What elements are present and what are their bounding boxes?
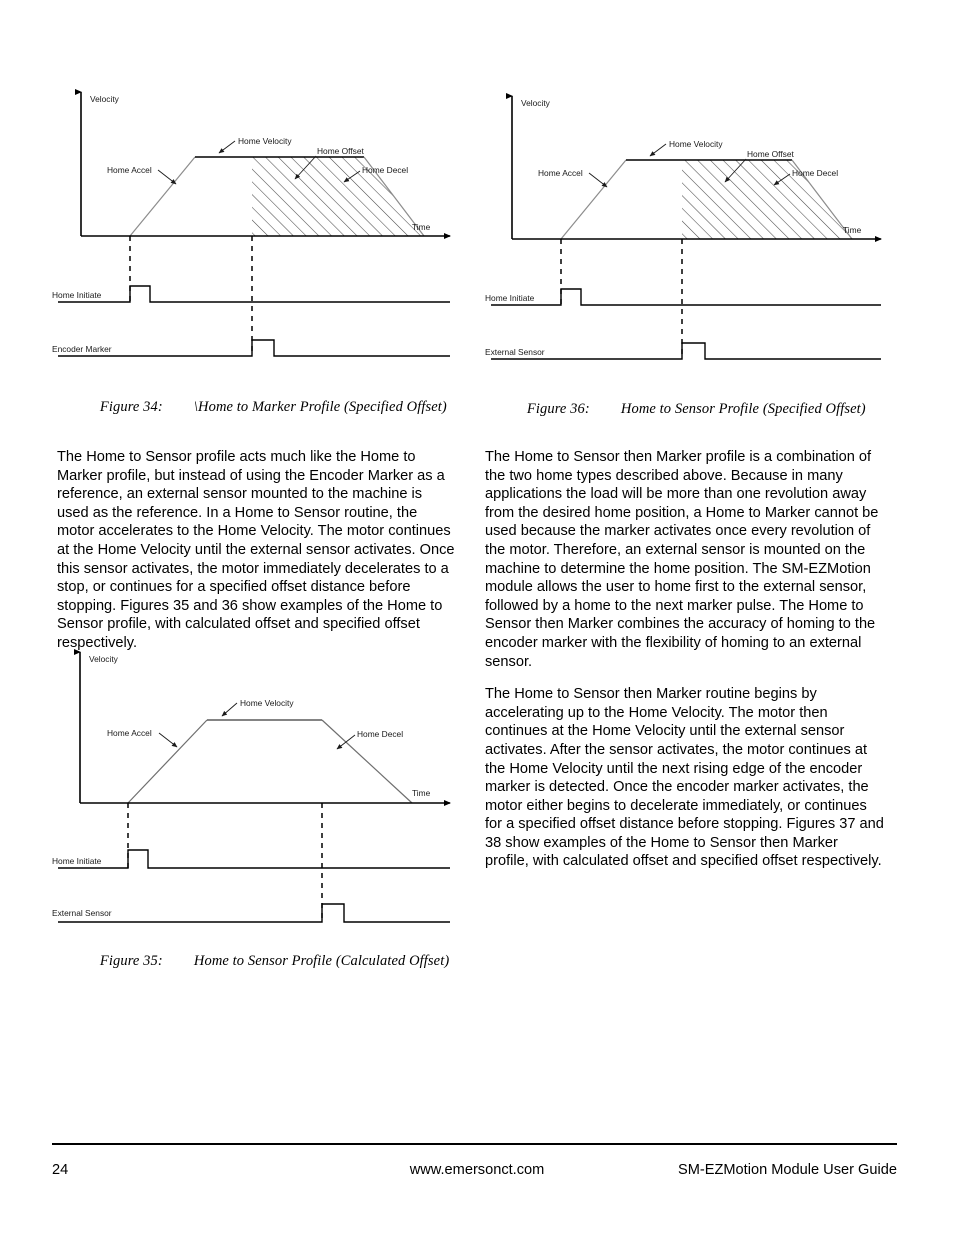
figure-35-diagram xyxy=(52,644,462,934)
label-home-velocity: Home Velocity xyxy=(669,139,723,149)
signal-external-sensor-trace xyxy=(491,343,881,359)
left-column-text xyxy=(57,448,455,667)
label-home-velocity: Home Velocity xyxy=(240,698,294,708)
figure-35-svg xyxy=(52,644,462,934)
axis-label-velocity: Velocity xyxy=(90,94,119,104)
axis-label-velocity: Velocity xyxy=(521,98,550,108)
leader-home-velocity xyxy=(219,141,235,153)
label-home-accel: Home Accel xyxy=(107,165,152,175)
figure-36-number: Figure 36: xyxy=(526,401,590,417)
label-home-accel: Home Accel xyxy=(107,728,152,738)
footer-divider xyxy=(52,1143,897,1145)
leader-home-accel xyxy=(159,733,177,747)
label-home-decel: Home Decel xyxy=(792,168,839,178)
label-home-decel: Home Decel xyxy=(362,165,409,175)
leader-home-velocity xyxy=(650,144,666,156)
signal-label-home-initiate: Home Initiate xyxy=(485,293,535,303)
paragraph: The Home to Sensor then Marker profile is a combination of the two home types described above. Because in many applications the load will be more than one revolution away from the desired home position, a Home to Marker cannot be used because the marker activates once every revolution of the motor. Therefore, an external sensor is mounted on the machine to determine the home position. The SM-EZMotion module allows the user to home first to the external sensor, followed by a home to the next marker pulse. The Home to Sensor then Marker combines the accuracy of homing to the encoder marker with the flexibility of homing to an external sensor. xyxy=(485,449,879,670)
leader-home-velocity xyxy=(222,703,237,716)
axis-label-time: Time xyxy=(412,788,431,798)
signal-label-home-initiate: Home Initiate xyxy=(52,856,102,866)
signal-label-external-sensor: External Sensor xyxy=(52,908,112,918)
label-home-offset: Home Offset xyxy=(317,146,364,156)
figure-34-diagram xyxy=(52,84,462,374)
figure-34-svg xyxy=(52,84,462,374)
figure-34-caption xyxy=(85,382,447,433)
footer-page-number: 24 xyxy=(52,1162,69,1178)
figure-36-svg xyxy=(485,88,895,378)
figure-34-number: Figure 34: xyxy=(99,399,163,415)
footer-url: www.emersonct.com xyxy=(409,1162,545,1178)
right-column-text xyxy=(485,448,885,885)
axis-label-time: Time xyxy=(843,225,862,235)
signal-encoder-marker-trace xyxy=(58,340,450,356)
paragraph: The Home to Sensor then Marker routine begins by accelerating up to the Home Velocity. The motor then continues at the Home Velocity until the external sensor activates. After the sensor activates, the motor continues at the Home Velocity until the next rising edge of the encoder marker is detected. Once the encoder marker activates, the motor either begins to decelerate immediately, or continues for a specified offset distance before stopping. Figures 37 and 38 show examples of the Home to Sensor then Marker profile, with calculated offset and specified offset respectively. xyxy=(485,686,884,870)
figure-36-title: Home to Sensor Profile (Specified Offset) xyxy=(620,401,866,417)
figure-34-title: \Home to Marker Profile (Specified Offset) xyxy=(193,399,447,415)
figure-35-caption xyxy=(85,936,449,987)
axis-label-velocity: Velocity xyxy=(89,654,118,664)
signal-home-initiate-trace xyxy=(58,850,450,868)
signal-label-encoder-marker: Encoder Marker xyxy=(52,344,112,354)
signal-external-sensor-trace xyxy=(58,904,450,922)
figure-36-diagram xyxy=(485,88,895,378)
label-home-velocity: Home Velocity xyxy=(238,136,292,146)
label-home-decel: Home Decel xyxy=(357,729,404,739)
label-home-offset: Home Offset xyxy=(747,149,794,159)
signal-home-initiate-trace xyxy=(491,289,881,305)
figure-36-caption xyxy=(512,384,866,435)
axis-label-time: Time xyxy=(412,222,431,232)
paragraph: The Home to Sensor profile acts much like the Home to Marker profile, but instead of using the Encoder Marker as a reference, an external sensor mounted to the machine is used as the reference. In a Home to Sensor routine, the motor accelerates to the Home Velocity. The motor continues at the Home Velocity until the external sensor activates. Once this sensor activates, the motor immediately decelerates to a stop, or continues for a specified offset distance before stopping. Figures 35 and 36 show examples of the Home to Sensor profile, with calculated offset and specified offset respectively. xyxy=(57,449,455,651)
footer-document-title: SM-EZMotion Module User Guide xyxy=(678,1162,897,1178)
leader-home-accel xyxy=(158,170,176,184)
signal-label-external-sensor: External Sensor xyxy=(485,347,545,357)
signal-label-home-initiate: Home Initiate xyxy=(52,290,102,300)
figure-35-title: Home to Sensor Profile (Calculated Offset) xyxy=(193,953,450,969)
signal-home-initiate-trace xyxy=(58,286,450,302)
label-home-accel: Home Accel xyxy=(538,168,583,178)
figure-35-number: Figure 35: xyxy=(99,953,163,969)
leader-home-accel xyxy=(589,173,607,187)
